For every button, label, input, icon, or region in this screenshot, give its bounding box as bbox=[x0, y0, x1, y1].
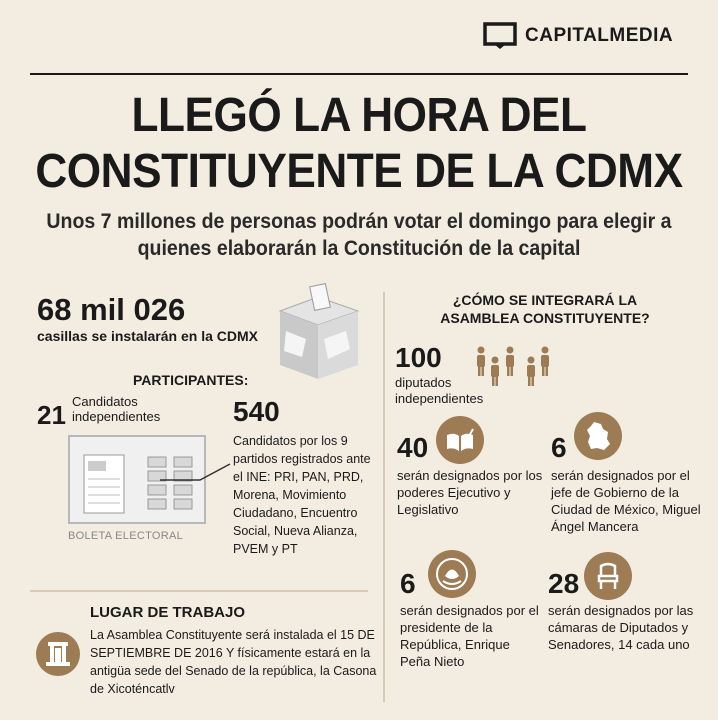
ballot-label: BOLETA ELECTORAL bbox=[68, 530, 184, 542]
independientes-number: 21 bbox=[37, 400, 66, 430]
seal-icon bbox=[428, 550, 476, 598]
people-icon bbox=[475, 346, 555, 397]
page-title: LLEGÓ LA HORA DEL CONSTITUYENTE DE LA CDMX bbox=[35, 89, 683, 198]
pointer-line bbox=[160, 462, 232, 487]
cdmx-map-icon bbox=[574, 412, 622, 460]
partidos-number: 540 bbox=[233, 396, 280, 427]
diputados-number: 100 bbox=[395, 342, 442, 373]
casillas-text: casillas se instalarán en la CDMX bbox=[37, 328, 258, 344]
presidente-number: 6 bbox=[400, 568, 416, 599]
capitalmedia-logo-icon bbox=[483, 22, 517, 50]
mancera-text: serán designados por el jefe de Gobierno de la Ciudad de México, Miguel Ángel Mancera bbox=[551, 468, 701, 534]
book-quill-icon bbox=[436, 416, 484, 464]
header-rule bbox=[30, 73, 688, 75]
presidente-text: serán designados por el presidente de la República, Enrique Peña Nieto bbox=[400, 603, 539, 669]
independientes-text: Candidatos independientes bbox=[72, 394, 161, 424]
camaras-number: 28 bbox=[548, 568, 580, 599]
lugar-title: LUGAR DE TRABAJO bbox=[90, 604, 246, 621]
brand-logo bbox=[483, 22, 673, 50]
ejecutivo-text: serán designados por los poderes Ejecutivo y Legislativo bbox=[397, 468, 543, 517]
lugar-text: La Asamblea Constituyente será instalada el 15 DE SEPTIEMBRE DE 2016 Y físicamente estará en la antigüa sede del Senado de la república, la Casona de Xicoténcatlv bbox=[90, 628, 377, 696]
brand-name: CAPITALMEDIA bbox=[525, 25, 674, 46]
column-divider bbox=[383, 292, 385, 702]
mancera-number: 6 bbox=[551, 432, 567, 463]
ballot-box-icon bbox=[272, 283, 364, 386]
ejecutivo-number: 40 bbox=[397, 432, 429, 463]
camaras-text: serán designados por las cámaras de Diputados y Senadores, 14 cada uno bbox=[548, 603, 694, 652]
partidos-text: Candidatos por los 9 partidos registrados ante el INE: PRI, PAN, PRD, Morena, Movimiento Ciudadano, Encuentro Social, Nueva Alianza, PVEM y PT bbox=[233, 434, 371, 556]
diputados-text: diputados independientes bbox=[395, 375, 484, 406]
chair-icon bbox=[584, 552, 632, 600]
building-icon bbox=[36, 632, 80, 676]
participantes-title: PARTICIPANTES: bbox=[133, 372, 249, 388]
asamblea-title: ¿CÓMO SE INTEGRARÁ LA ASAMBLEA CONSTITUYENTE? bbox=[440, 292, 650, 326]
page-subtitle: Unos 7 millones de personas podrán votar el domingo para elegir a quienes elaborarán la Constitución de la capital bbox=[46, 210, 672, 260]
casillas-number: 68 mil 026 bbox=[37, 292, 186, 327]
section-divider bbox=[30, 590, 368, 592]
